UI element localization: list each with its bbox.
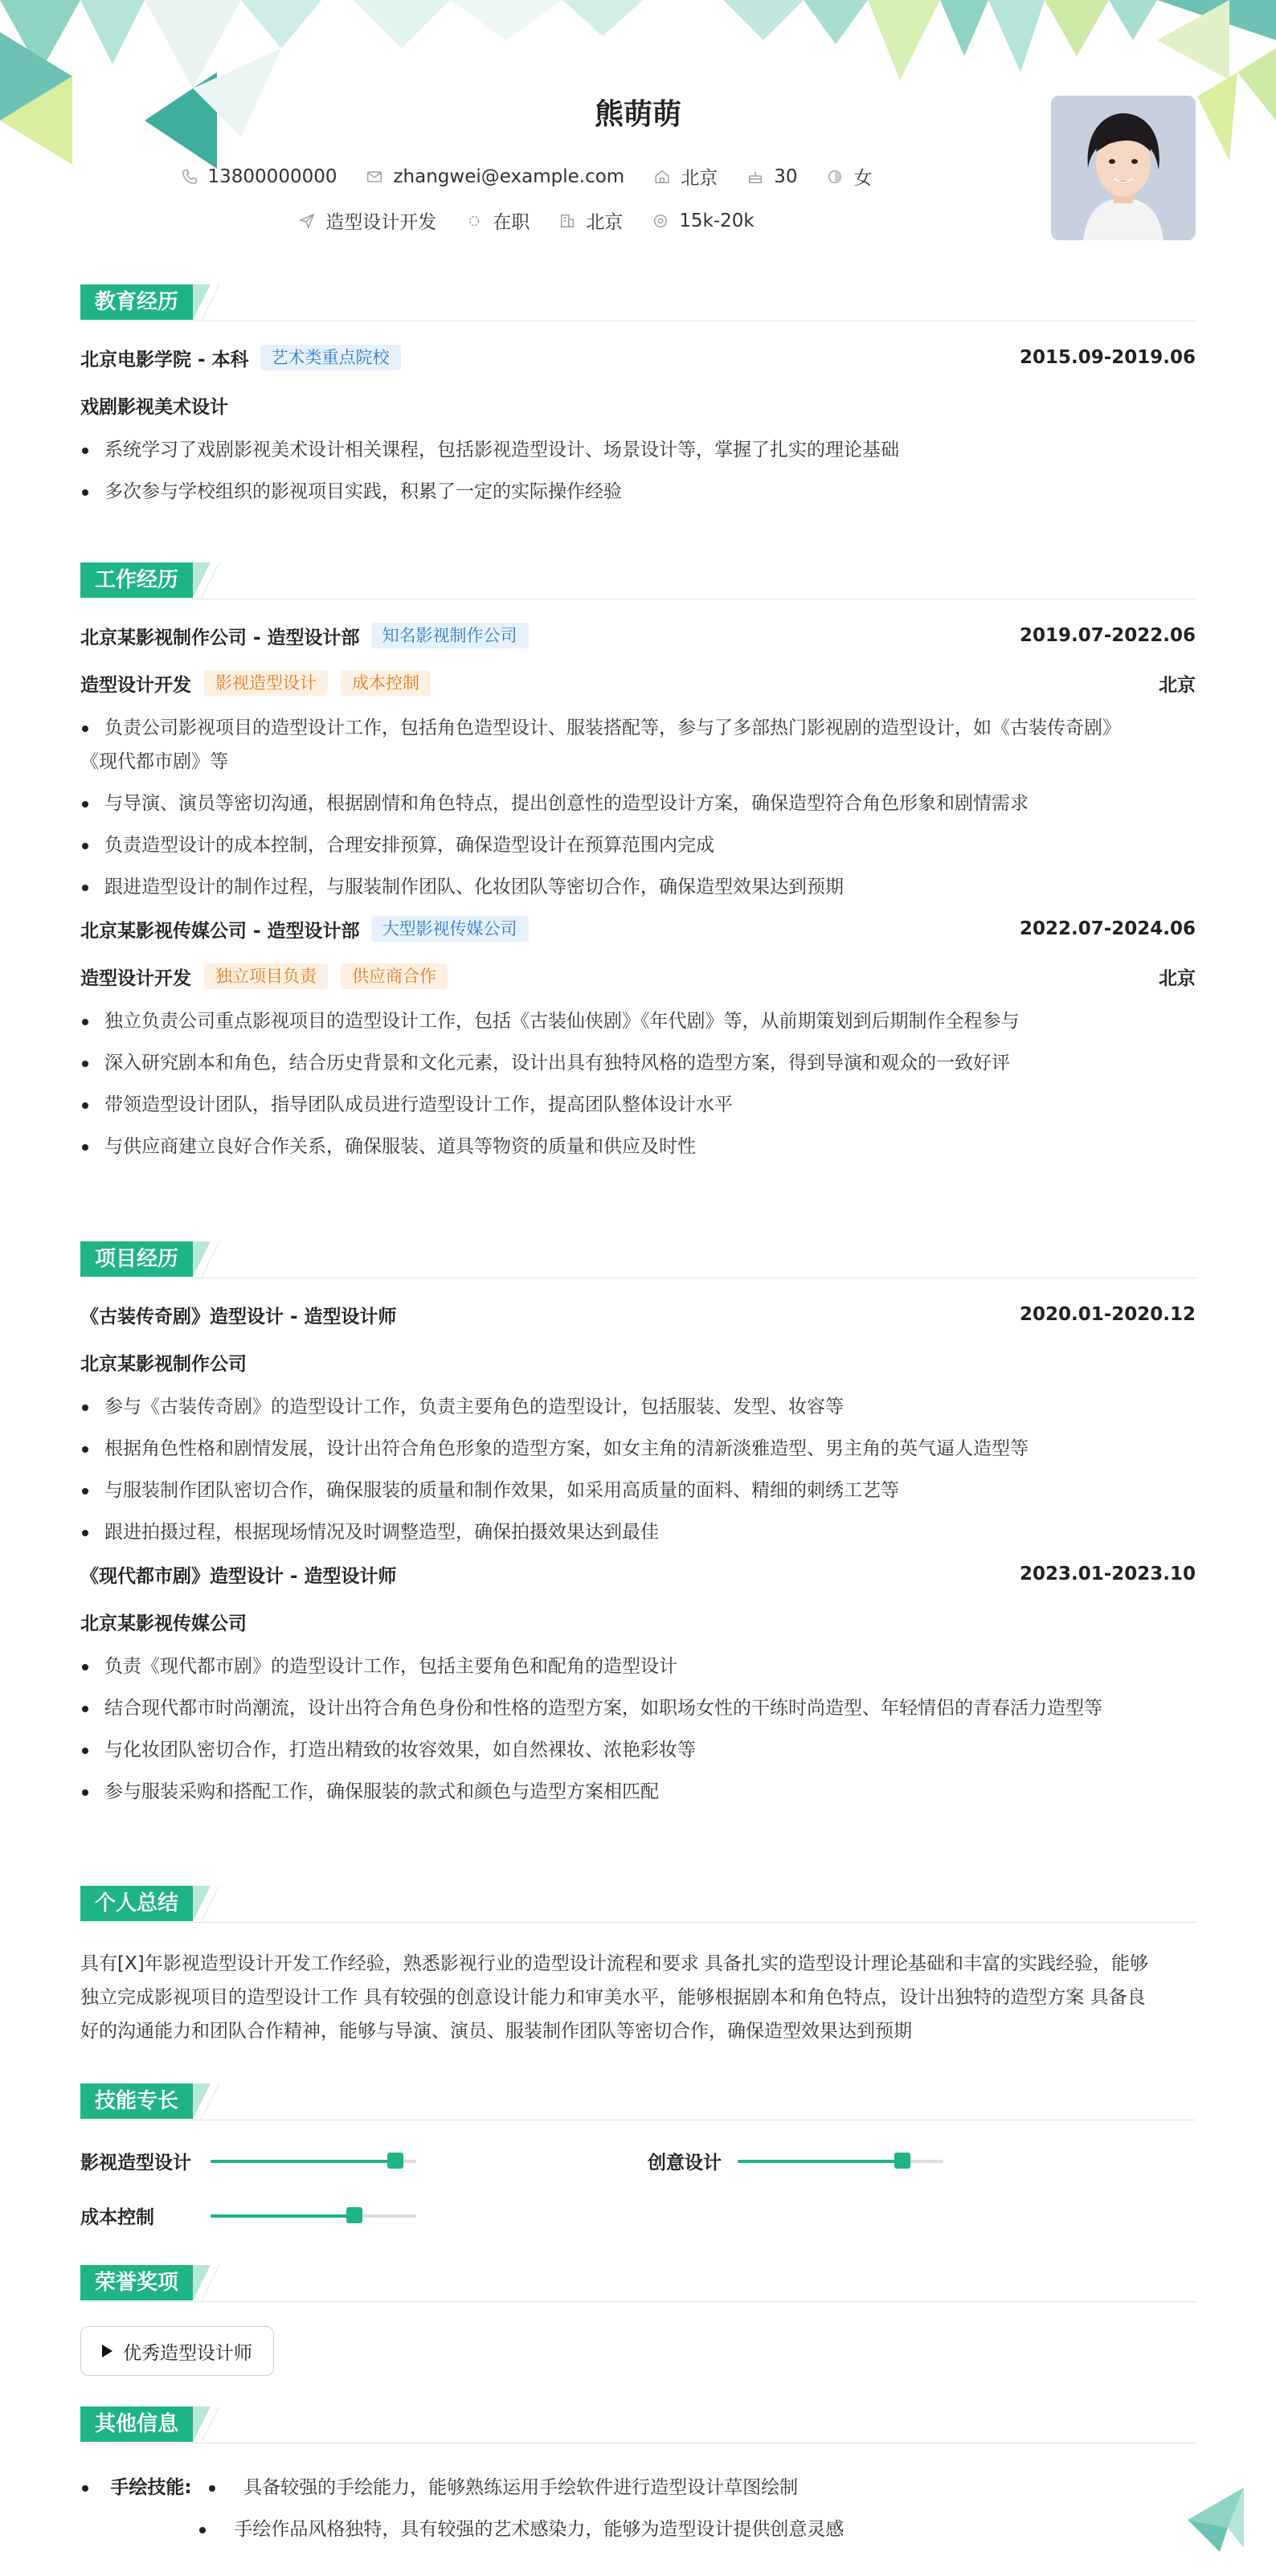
project-entry [80,1560,1196,1809]
list-item: 与导演、演员等密切沟通，根据剧情和角色特点，提出创意性的造型设计方案，确保造型符合角色形象和剧情需求 [80,787,1196,820]
bullet-dot [209,2485,215,2492]
other-item: 手绘作品风格独特，具有较强的艺术感染力，能够为造型设计提供创意灵感 [234,2519,845,2540]
section-title-tail-decoration [193,562,225,598]
section-title: 教育经历 [80,284,193,320]
awards-section [80,2265,1196,2386]
skill-tag: 独立项目负责 [204,963,328,989]
list-item-continuation: 《现代都市剧》等 [80,751,228,772]
skill-bar-fill [211,2160,395,2163]
section-title: 荣誉奖项 [80,2265,193,2300]
skill-bar-fill [738,2160,902,2163]
skill-tag: 供应商合作 [341,963,448,989]
section-title-tail-decoration [193,2406,225,2442]
entry-date: 2022.07-2024.06 [1019,918,1196,939]
role-name: 造型设计开发 [80,967,191,989]
section-header [80,284,1196,321]
coin-icon [652,212,669,230]
list-item: 带领造型设计团队，指导团队成员进行造型设计工作，提高团队整体设计水平 [80,1088,1196,1122]
skill-tag: 成本控制 [341,670,431,696]
other-label: 手绘技能: [110,2477,192,2498]
skill-bar [211,2160,416,2163]
entry-date: 2015.09-2019.06 [1019,347,1196,368]
summary-line: 独立完成影视项目的造型设计工作 具有较强的创意设计能力和审美水平，能够根据剧本和角色特点，设计出独特的造型方案 具备良 [80,1987,1146,2008]
section-title-tail-decoration [193,1241,225,1277]
skill-item [80,2148,416,2174]
skill-item [648,2148,943,2174]
phone-icon [181,168,198,186]
skill-bar [211,2214,416,2218]
section-title-tail-decoration [193,1886,225,1921]
other-info-row [199,2514,844,2541]
section-title-tail-decoration [193,2083,225,2119]
target-city-info [558,207,623,234]
section-header [80,2083,1196,2120]
company-tag: 知名影视制作公司 [371,623,529,648]
projects-section [80,1241,1196,1817]
candidate-name: 熊萌萌 [594,98,681,131]
skill-name: 成本控制 [80,2207,154,2228]
other-item: 具备较强的手绘能力，能够熟练运用手绘软件进行造型设计草图绘制 [243,2477,799,2498]
project-company-line [80,1348,1196,1376]
home-icon [653,168,671,186]
section-header [80,2406,1196,2443]
gender-text: 女 [853,168,873,189]
skill-name: 创意设计 [648,2153,722,2173]
entry-header [80,915,1196,942]
list-item: 参与《古装传奇剧》的造型设计工作，负责主要角色的造型设计，包括服装、发型、妆容等 [80,1390,1196,1424]
work-section [80,562,1196,1171]
entry-header [80,1560,1196,1588]
list-item: 负责《现代都市剧》的造型设计工作，包括主要角色和配角的造型设计 [80,1650,1196,1683]
role-line [80,963,1196,990]
paper-plane-icon [298,212,316,230]
school-tag: 艺术类重点院校 [260,345,401,370]
phone-info [181,163,337,190]
section-header [80,562,1196,599]
entry-header [80,622,1196,649]
award-badge [80,2326,274,2376]
summary-line: 具有[X]年影视造型设计开发工作经验，熟悉影视行业的造型设计流程和要求 具备扎实的造型设计理论基础和丰富的实践经验，能够 [80,1953,1149,1974]
other-section [80,2406,1196,2551]
major-line [80,391,1196,419]
list-item: 与供应商建立良好合作关系，确保服装、道具等物资的质量和供应及时性 [80,1130,1196,1163]
education-entry [80,344,1196,509]
phone-text: 13800000000 [207,166,337,187]
section-title: 技能专长 [80,2083,193,2119]
skill-bar-knob [387,2153,403,2169]
education-bullets [80,433,1196,509]
job-intent-row [0,207,1053,234]
status-text: 在职 [493,212,530,233]
company-tag: 大型影视传媒公司 [371,916,529,942]
target-position-info [298,207,436,234]
project-company: 北京某影视制作公司 [80,1353,247,1375]
work-bullets [80,1004,1196,1163]
other-info-row [80,2472,798,2499]
company-name: 北京某影视传媒公司 - 造型设计部 [80,920,360,942]
status-icon [465,212,483,230]
entry-date: 2020.01-2020.12 [1019,1304,1196,1325]
project-entry [80,1301,1196,1549]
bullet-dot [82,2485,88,2492]
profile-photo [1051,96,1196,240]
project-name: 《古装传奇剧》造型设计 - 造型设计师 [80,1306,397,1327]
list-item: 多次参与学校组织的影视项目实践，积累了一定的实际操作经验 [80,475,1196,509]
summary-text [80,1947,1196,2048]
skill-bar-fill [211,2214,354,2218]
hometown-info [653,163,718,190]
entry-header [80,344,1196,371]
project-bullets [80,1650,1196,1809]
list-item: 深入研究剧本和角色，结合历史背景和文化元素，设计出具有独特风格的造型方案，得到导演和观众的一致好评 [80,1046,1196,1080]
entry-date: 2019.07-2022.06 [1019,625,1196,646]
contact-info-row [0,163,1053,190]
skill-item [80,2202,416,2229]
list-item: 系统学习了戏剧影视美术设计相关课程，包括影视造型设计、场景设计等，掌握了扎实的理论基础 [80,433,1196,467]
work-city: 北京 [1159,674,1196,696]
mail-icon [366,168,383,186]
entry-date: 2023.01-2023.10 [1019,1564,1196,1584]
section-title-tail-decoration [193,284,225,320]
list-item: 参与服装采购和搭配工作，确保服装的款式和颜色与造型方案相匹配 [80,1775,1196,1809]
salary-info [652,207,754,234]
section-title-tail-decoration [193,2265,225,2300]
skill-bar-knob [346,2207,362,2223]
email-text: zhangwei@example.com [393,166,625,187]
skill-name: 影视造型设计 [80,2153,191,2173]
play-triangle-icon [100,2344,113,2358]
email-info [366,163,624,190]
section-header [80,1886,1196,1923]
section-title: 工作经历 [80,562,193,598]
target-city-text: 北京 [586,212,624,233]
section-title: 项目经历 [80,1241,193,1277]
section-header [80,2265,1196,2302]
list-item: 与服装制作团队密切合作，确保服装的质量和制作效果，如采用高质量的面料、精细的刺绣工艺等 [80,1474,1196,1507]
hometown-text: 北京 [681,168,718,189]
skill-bar-knob [894,2153,910,2169]
work-bullets [80,711,1196,904]
project-bullets [80,1390,1196,1549]
work-entry [80,915,1196,1163]
section-header [80,1241,1196,1278]
list-item: 与化妆团队密切合作，打造出精致的妆容效果，如自然裸妆、浓艳彩妆等 [80,1733,1196,1767]
section-divider [80,2301,1196,2302]
company-name: 北京某影视制作公司 - 造型设计部 [80,627,360,648]
age-text: 30 [774,166,798,187]
section-title: 其他信息 [80,2406,193,2442]
entry-header [80,1301,1196,1328]
education-section [80,284,1196,517]
list-item: 结合现代都市时尚潮流，设计出符合角色身份和性格的造型方案，如职场女性的干练时尚造型、年轻情侣的青春活力造型等 [80,1691,1196,1725]
skill-tag: 影视造型设计 [204,670,328,696]
role-line [80,669,1196,697]
list-item: 跟进拍摄过程，根据现场情况及时调整造型，确保拍摄效果达到最佳 [80,1515,1196,1549]
target-position-text: 造型设计开发 [325,212,437,233]
section-title: 个人总结 [80,1886,193,1921]
work-city: 北京 [1159,967,1196,989]
list-item: 负责公司影视项目的造型设计工作，包括角色造型设计、服装搭配等，参与了多部热门影视剧的造型设计，如《古装传奇剧》 [80,711,1196,745]
status-info [465,207,530,234]
school-name: 北京电影学院 - 本科 [80,349,249,370]
section-divider [80,1922,1196,1923]
cake-icon [746,168,764,186]
major-name: 戏剧影视美术设计 [80,396,228,418]
summary-line: 好的沟通能力和团队合作精神，能够与导演、演员、服装制作团队等密切合作，确保造型效果达到预期 [80,2021,912,2042]
avatar-portrait-icon [1051,96,1196,240]
list-item: 跟进造型设计的制作过程，与服装制作团队、化妆团队等密切合作，确保造型效果达到预期 [80,870,1196,904]
work-entry [80,622,1196,904]
list-item: 独立负责公司重点影视项目的造型设计工作，包括《古装仙侠剧》《年代剧》等，从前期策划到后期制作全程参与 [80,1004,1196,1038]
building-icon [558,212,576,230]
project-company: 北京某影视传媒公司 [80,1613,247,1634]
gender-icon [826,168,844,186]
list-item: 根据角色性格和剧情发展，设计出符合角色形象的造型方案，如女主角的清新淡雅造型、男主角的英气逼人造型等 [80,1432,1196,1466]
award-name: 优秀造型设计师 [123,2342,252,2364]
role-name: 造型设计开发 [80,674,191,696]
project-company-line [80,1608,1196,1635]
skill-bar [738,2160,943,2163]
salary-text: 15k-20k [679,210,755,231]
summary-section [80,1886,1196,2048]
list-item: 负责造型设计的成本控制，合理安排预算，确保造型设计在预算范围内完成 [80,828,1196,862]
bullet-dot [199,2527,206,2533]
gender-info [826,163,872,190]
project-name: 《现代都市剧》造型设计 - 造型设计师 [80,1565,397,1587]
age-info [746,163,797,190]
skills-section [80,2083,1196,2244]
